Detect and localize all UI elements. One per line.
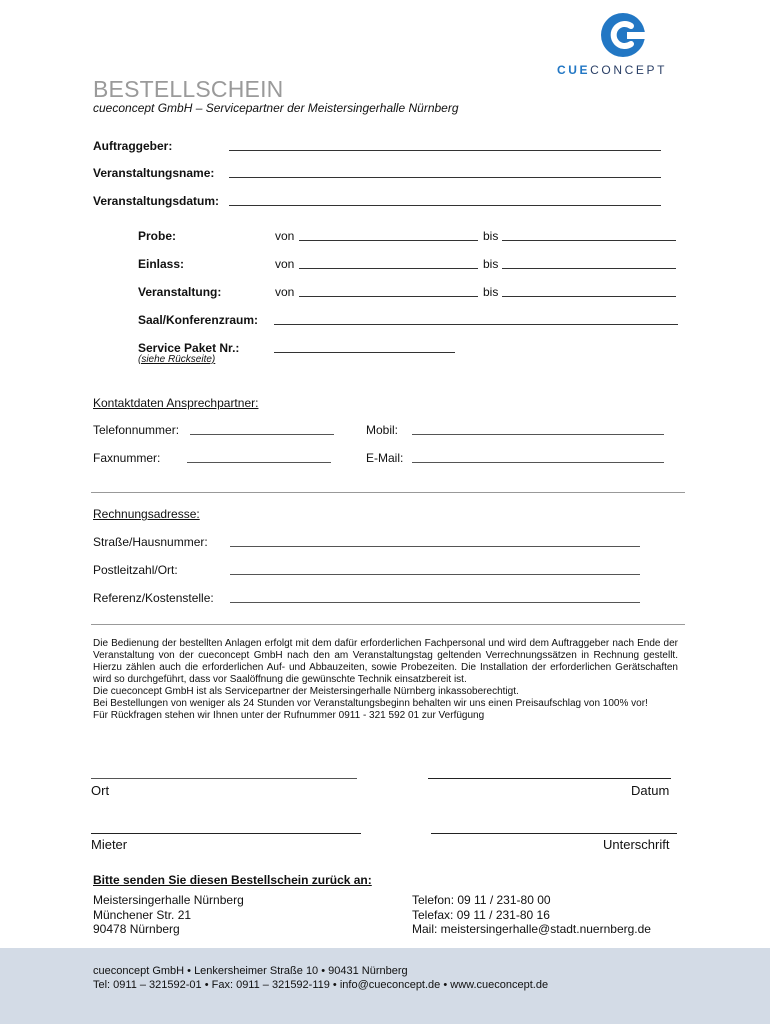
contact-fax: Telefax: 09 11 / 231-80 16 — [412, 908, 550, 922]
veranstaltungsname-field[interactable] — [229, 177, 661, 178]
service-paket-field[interactable] — [274, 352, 455, 353]
page-subtitle: cueconcept GmbH – Servicepartner der Meistersingerhalle Nürnberg — [93, 101, 459, 115]
auftraggeber-label: Auftraggeber: — [93, 139, 173, 153]
veranstaltung-von-field[interactable] — [299, 296, 478, 297]
siehe-rueckseite-note: (siehe Rückseite) — [138, 354, 216, 365]
auftraggeber-field[interactable] — [229, 150, 661, 151]
fax-field[interactable] — [187, 462, 331, 463]
probe-label: Probe: — [138, 229, 177, 243]
terms-paragraph: Für Rückfragen stehen wir Ihnen unter der Rufnummer 0911 - 321 592 01 zur Verfügung — [93, 710, 485, 721]
telefon-field[interactable] — [190, 434, 334, 435]
datum-field[interactable] — [428, 778, 671, 779]
referenz-label: Referenz/Kostenstelle: — [93, 591, 214, 605]
logo-wordmark: CUECONCEPT — [557, 63, 668, 77]
contact-phone: Telefon: 09 11 / 231-80 00 — [412, 893, 551, 907]
terms-paragraph: Die Bedienung der bestellten Anlagen erfolgt mit dem dafür erforderlichen Fachpersonal und wird dem Auftraggeber nach Ende der Veranstaltung von der cueconcept GmbH nach den am Veranstaltungstag geltenden Verrechnungssätzen in Rechnung gestellt. Hierzu zählen auch die erforderlichen Auf- und Abbauzeiten, sowie Probezeiten. Die Installation der erforderlichen Gerätschaften wird so durchgeführt, dass vor Saalöffnung die gewünschte Technik einsatzbereit ist. — [93, 638, 678, 685]
service-paket-label: Service Paket Nr.: — [138, 341, 240, 355]
veranstaltung-bis-label: bis — [483, 285, 499, 299]
plz-field[interactable] — [230, 574, 640, 575]
page-title: BESTELLSCHEIN — [93, 76, 284, 102]
telefon-label: Telefonnummer: — [93, 423, 180, 437]
address-line: Münchener Str. 21 — [93, 908, 192, 922]
terms-text — [93, 638, 678, 722]
section-divider — [91, 492, 685, 493]
veranstaltungsdatum-field[interactable] — [229, 205, 661, 206]
datum-label: Datum — [631, 783, 670, 798]
mieter-label: Mieter — [91, 837, 128, 852]
contact-email[interactable]: Mail: meistersingerhalle@stadt.nuernberg.de — [412, 922, 651, 936]
veranstaltung-label: Veranstaltung: — [138, 285, 222, 299]
rechnung-heading: Rechnungsadresse: — [93, 507, 200, 521]
page-footer — [0, 948, 770, 1024]
cueconcept-logo — [557, 12, 687, 80]
footer-contact: Tel: 0911 – 321592-01 • Fax: 0911 – 321592-119 • info@cueconcept.de • www.cueconcept.de — [93, 979, 549, 991]
einlass-bis-field[interactable] — [502, 268, 676, 269]
footer-address: cueconcept GmbH • Lenkersheimer Straße 10 • 90431 Nürnberg — [93, 965, 408, 977]
fax-label: Faxnummer: — [93, 451, 161, 465]
veranstaltung-bis-field[interactable] — [502, 296, 676, 297]
ort-field[interactable] — [91, 778, 357, 779]
einlass-von-field[interactable] — [299, 268, 478, 269]
veranstaltungsdatum-label: Veranstaltungsdatum: — [93, 194, 220, 208]
strasse-field[interactable] — [230, 546, 640, 547]
plz-label: Postleitzahl/Ort: — [93, 563, 178, 577]
section-divider — [91, 624, 685, 625]
referenz-field[interactable] — [230, 602, 640, 603]
einlass-label: Einlass: — [138, 257, 185, 271]
mieter-field[interactable] — [91, 833, 361, 834]
probe-bis-field[interactable] — [502, 240, 676, 241]
address-line: Meistersingerhalle Nürnberg — [93, 893, 244, 907]
mobil-field[interactable] — [412, 434, 664, 435]
veranstaltung-von-label: von — [275, 285, 295, 299]
send-back-heading: Bitte senden Sie diesen Bestellschein zurück an: — [93, 873, 372, 887]
email-field[interactable] — [412, 462, 664, 463]
ort-label: Ort — [91, 783, 110, 798]
einlass-bis-label: bis — [483, 257, 499, 271]
kontakt-heading: Kontaktdaten Ansprechpartner: — [93, 396, 259, 410]
email-label: E-Mail: — [366, 451, 404, 465]
address-line: 90478 Nürnberg — [93, 922, 180, 936]
unterschrift-field[interactable] — [431, 833, 677, 834]
saal-label: Saal/Konferenzraum: — [138, 313, 259, 327]
mobil-label: Mobil: — [366, 423, 399, 437]
einlass-von-label: von — [275, 257, 295, 271]
strasse-label: Straße/Hausnummer: — [93, 535, 208, 549]
unterschrift-label: Unterschrift — [603, 837, 670, 852]
veranstaltungsname-label: Veranstaltungsname: — [93, 166, 215, 180]
saal-field[interactable] — [274, 324, 678, 325]
probe-von-label: von — [275, 229, 295, 243]
terms-paragraph: Bei Bestellungen von weniger als 24 Stunden vor Veranstaltungsbeginn behalten wir uns einen Preisaufschlag von 100% vor! — [93, 698, 648, 709]
logo-c-icon — [557, 12, 687, 64]
probe-von-field[interactable] — [299, 240, 478, 241]
probe-bis-label: bis — [483, 229, 499, 243]
terms-paragraph: Die cueconcept GmbH ist als Servicepartner der Meistersingerhalle Nürnberg inkassoberechtigt. — [93, 686, 519, 697]
